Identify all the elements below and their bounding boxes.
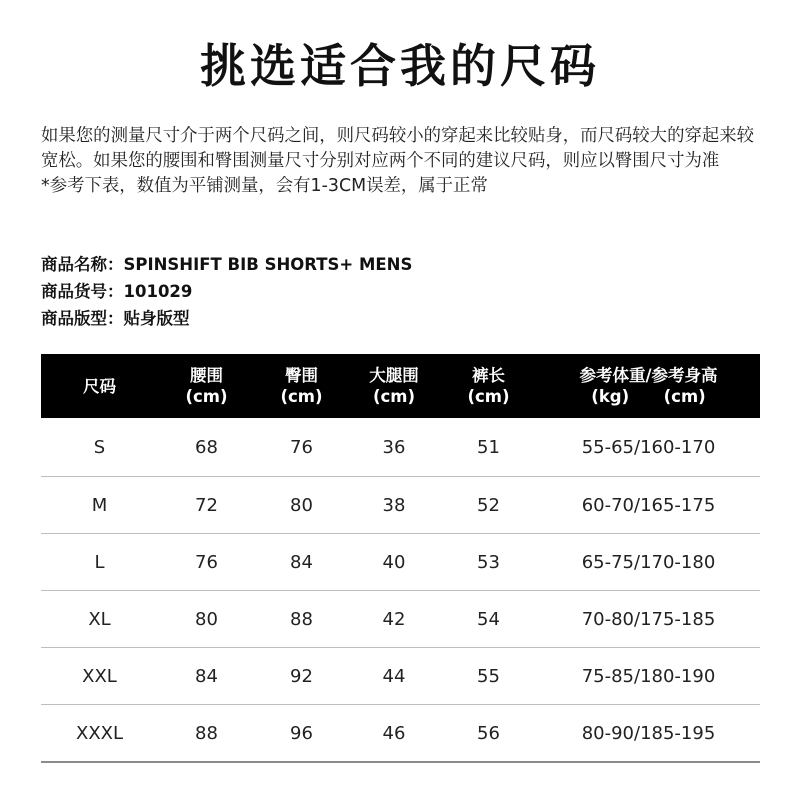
table-row [41, 648, 760, 705]
header-hip-unit: (cm) [280, 387, 323, 406]
header-length [440, 354, 537, 418]
cell-thigh: 44 [348, 648, 440, 705]
product-fit: 贴身版型 [123, 309, 190, 328]
intro-text [41, 124, 761, 199]
cell-length: 56 [440, 705, 537, 763]
header-waist-unit: (cm) [185, 387, 228, 406]
cell-thigh: 46 [348, 705, 440, 763]
cell-thigh: 40 [348, 534, 440, 591]
table-row [41, 418, 760, 477]
cell-weight-height: 60-70/165-175 [537, 477, 760, 534]
cell-size: S [41, 418, 158, 477]
cell-hip: 76 [255, 418, 348, 477]
header-thigh-unit: (cm) [372, 387, 416, 406]
cell-waist: 88 [158, 705, 255, 763]
header-hip-label: 臀围 [285, 366, 318, 385]
product-name: SPINSHIFT BIB SHORTS+ MENS [123, 255, 413, 274]
product-fit-label: 商品版型： [41, 309, 124, 328]
cell-weight-height: 75-85/180-190 [537, 648, 760, 705]
cell-size: L [41, 534, 158, 591]
header-weight-height-label: 参考体重/参考身高 [579, 366, 718, 385]
cell-waist: 68 [158, 418, 255, 477]
header-thigh [348, 354, 440, 418]
table-row [41, 534, 760, 591]
header-row [41, 354, 760, 418]
cell-waist: 76 [158, 534, 255, 591]
product-name-label: 商品名称： [41, 255, 124, 274]
header-length-label: 裤长 [472, 366, 505, 385]
header-hip [255, 354, 348, 418]
cell-waist: 72 [158, 477, 255, 534]
intro-note: *参考下表，数值为平铺测量，会有1-3CM误差，属于正常 [41, 176, 488, 196]
cell-size: XXL [41, 648, 158, 705]
size-chart-body [41, 418, 760, 762]
product-name-row [41, 251, 761, 278]
cell-size: M [41, 477, 158, 534]
cell-weight-height: 55-65/160-170 [537, 418, 760, 477]
cell-size: XXXL [41, 705, 158, 763]
cell-hip: 92 [255, 648, 348, 705]
size-chart-header [41, 354, 760, 418]
header-size-label: 尺码 [83, 376, 116, 396]
cell-hip: 88 [255, 591, 348, 648]
cell-weight-height: 70-80/175-185 [537, 591, 760, 648]
product-code-row [41, 278, 761, 305]
header-thigh-label: 大腿围 [369, 366, 419, 385]
size-chart-table [41, 354, 760, 763]
intro-paragraph: 如果您的测量尺寸介于两个尺码之间，则尺码较小的穿起来比较贴身，而尺码较大的穿起来较宽松。如果您的腰围和臀围测量尺寸分别对应两个不同的建议尺码，则应以臀围尺寸为准 [41, 126, 755, 171]
header-length-unit: (cm) [467, 387, 510, 406]
product-fit-row [41, 305, 761, 332]
cell-hip: 96 [255, 705, 348, 763]
cell-waist: 84 [158, 648, 255, 705]
product-code-label: 商品货号： [41, 282, 124, 301]
table-row [41, 591, 760, 648]
cell-size: XL [41, 591, 158, 648]
cell-length: 51 [440, 418, 537, 477]
table-row [41, 477, 760, 534]
header-size [41, 354, 158, 418]
cell-length: 52 [440, 477, 537, 534]
cell-length: 54 [440, 591, 537, 648]
table-row [41, 705, 760, 763]
header-waist-label: 腰围 [190, 366, 223, 385]
cell-hip: 84 [255, 534, 348, 591]
cell-thigh: 38 [348, 477, 440, 534]
header-weight-height [537, 354, 760, 418]
page-title: 挑选适合我的尺码 [200, 39, 600, 93]
header-waist [158, 354, 255, 418]
cell-waist: 80 [158, 591, 255, 648]
cell-length: 55 [440, 648, 537, 705]
cell-hip: 80 [255, 477, 348, 534]
cell-thigh: 36 [348, 418, 440, 477]
cell-thigh: 42 [348, 591, 440, 648]
header-weight-height-unit: (kg) (cm) [591, 387, 706, 406]
product-code: 101029 [123, 282, 193, 301]
cell-length: 53 [440, 534, 537, 591]
cell-weight-height: 80-90/185-195 [537, 705, 760, 763]
cell-weight-height: 65-75/170-180 [537, 534, 760, 591]
product-info [41, 251, 761, 332]
